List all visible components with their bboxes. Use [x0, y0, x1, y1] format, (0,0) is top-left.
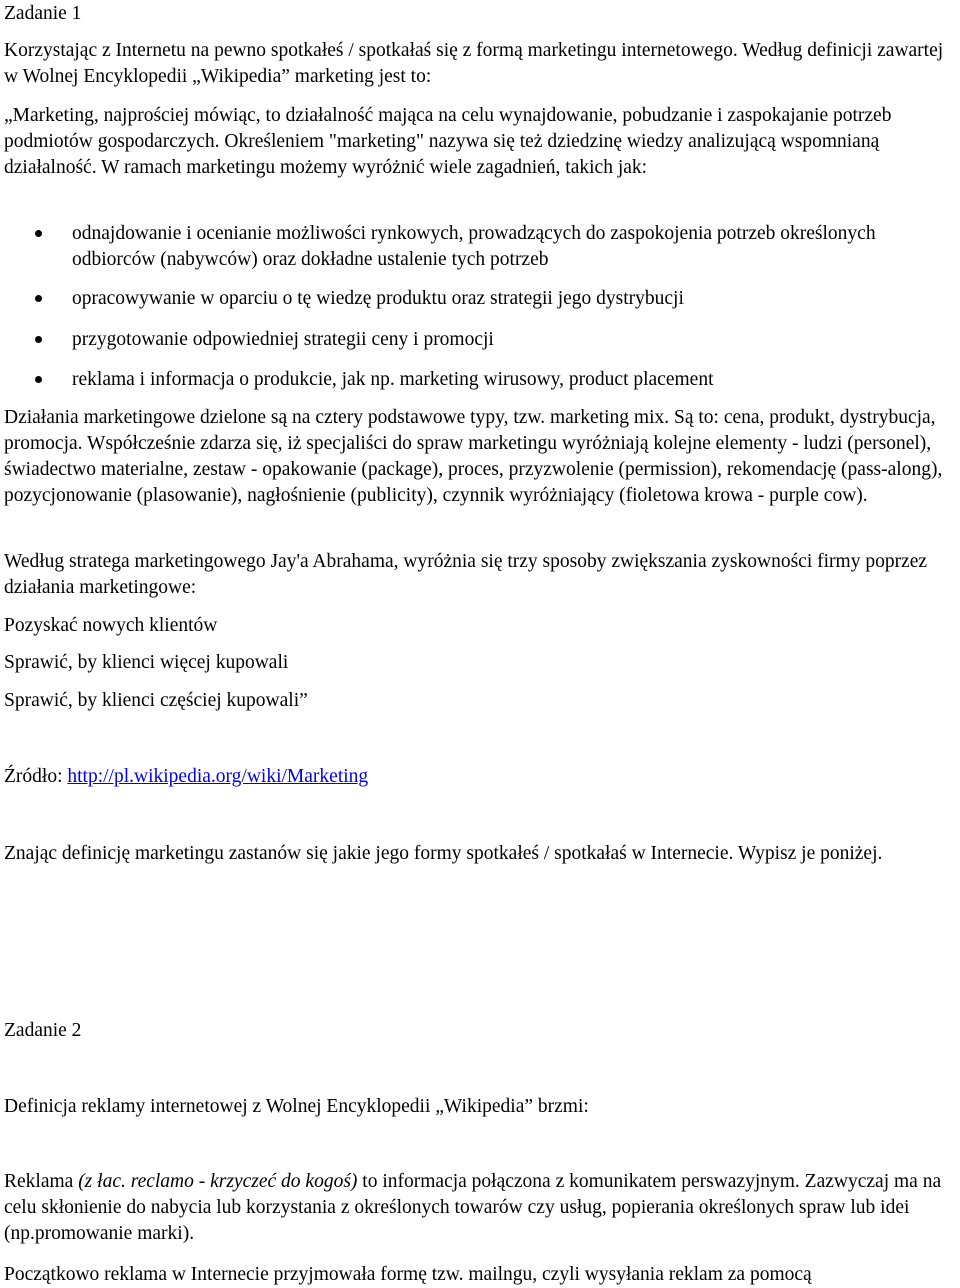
reklama-etymology: (z łac. reclamo - krzyczeć do kogoś)	[78, 1171, 358, 1192]
marketing-mix-paragraph: Działania marketingowe dzielone są na cztery podstawowe typy, tzw. marketing mix. Są to: cena, produkt, dystrybucja, promocja. Współcześnie zdarza się, iż specjaliści do spraw marketingu wyróżniają kolejne elementy - ludzi (personel), świadectwo materialne, zestaw - opakowanie (package), proces, przyzwolenie (permission), rekomendację (pass-along), pozycjonowanie (plasowanie), nagłośnienie (publicity), czynnik wyróżniający (fioletowa krowa - purple cow).	[4, 407, 943, 506]
source-label: Źródło:	[4, 766, 68, 787]
bullet-icon	[35, 376, 42, 383]
zadanie-1-heading: Zadanie 1	[4, 3, 82, 24]
list-item-text: odnajdowanie i ocenianie możliwości rynkowych, prowadzących do zaspokojenia potrzeb określonych odbiorców (nabywców) oraz dokładne ustalenie tych potrzeb	[72, 223, 876, 270]
abraham-paragraph: Według stratega marketingowego Jay'a Abrahama, wyróżnia się trzy sposoby zwiększania zyskowności firmy poprzez działania marketingowe:	[4, 551, 928, 598]
list-item-text: opracowywanie w oparciu o tę wiedzę produktu oraz strategii jego dystrybucji	[72, 288, 684, 309]
zadanie-2-last-line: Początkowo reklama w Internecie przyjmowała formę tzw. mailngu, czyli wysyłania reklam za pomocą	[4, 1264, 812, 1285]
way-item: Pozyskać nowych klientów	[4, 615, 218, 636]
source-line	[4, 764, 958, 790]
way-item: Sprawić, by klienci częściej kupowali”	[4, 690, 308, 711]
list-item-text: przygotowanie odpowiedniej strategii ceny i promocji	[72, 329, 494, 350]
bullet-icon	[35, 230, 42, 237]
reklama-definition-rest: to informacja połączona z komunikatem perswazyjnym. Zazwyczaj ma na celu skłonienie do nabycia lub korzystania z określonych towarów czy usług, popierania określonych spraw lub idei (np.promowanie marki).	[4, 1171, 942, 1244]
zadanie-2-intro: Definicja reklamy internetowej z Wolnej Encyklopedii „Wikipedia” brzmi:	[4, 1096, 589, 1117]
reklama-definition	[4, 1169, 958, 1247]
marketing-definition-quote: „Marketing, najprościej mówiąc, to działalność mająca na celu wynajdowanie, pobudzanie i zaspokajanie potrzeb podmiotów gospodarczych. Określeniem "marketing" nazywa się też dziedzinę wiedzy analizującą wspomnianą działalność. W ramach marketingu możemy wyróżnić wiele zagadnień, takich jak:	[4, 105, 892, 178]
bullet-icon	[35, 336, 42, 343]
zadanie-1-task: Znając definicję marketingu zastanów się jakie jego formy spotkałeś / spotkałaś w Internecie. Wypisz je poniżej.	[4, 843, 883, 864]
source-link[interactable]: http://pl.wikipedia.org/wiki/Marketing	[67, 766, 369, 787]
bullet-icon	[35, 295, 42, 302]
reklama-word: Reklama	[4, 1171, 79, 1192]
list-item-text: reklama i informacja o produkcie, jak np. marketing wirusowy, product placement	[72, 369, 714, 390]
zadanie-2-heading: Zadanie 2	[4, 1020, 82, 1041]
way-item: Sprawić, by klienci więcej kupowali	[4, 652, 289, 673]
zadanie-1-intro: Korzystając z Internetu na pewno spotkałeś / spotkałaś się z formą marketingu internetowego. Według definicji zawartej w Wolnej Encyklopedii „Wikipedia” marketing jest to:	[4, 40, 944, 87]
